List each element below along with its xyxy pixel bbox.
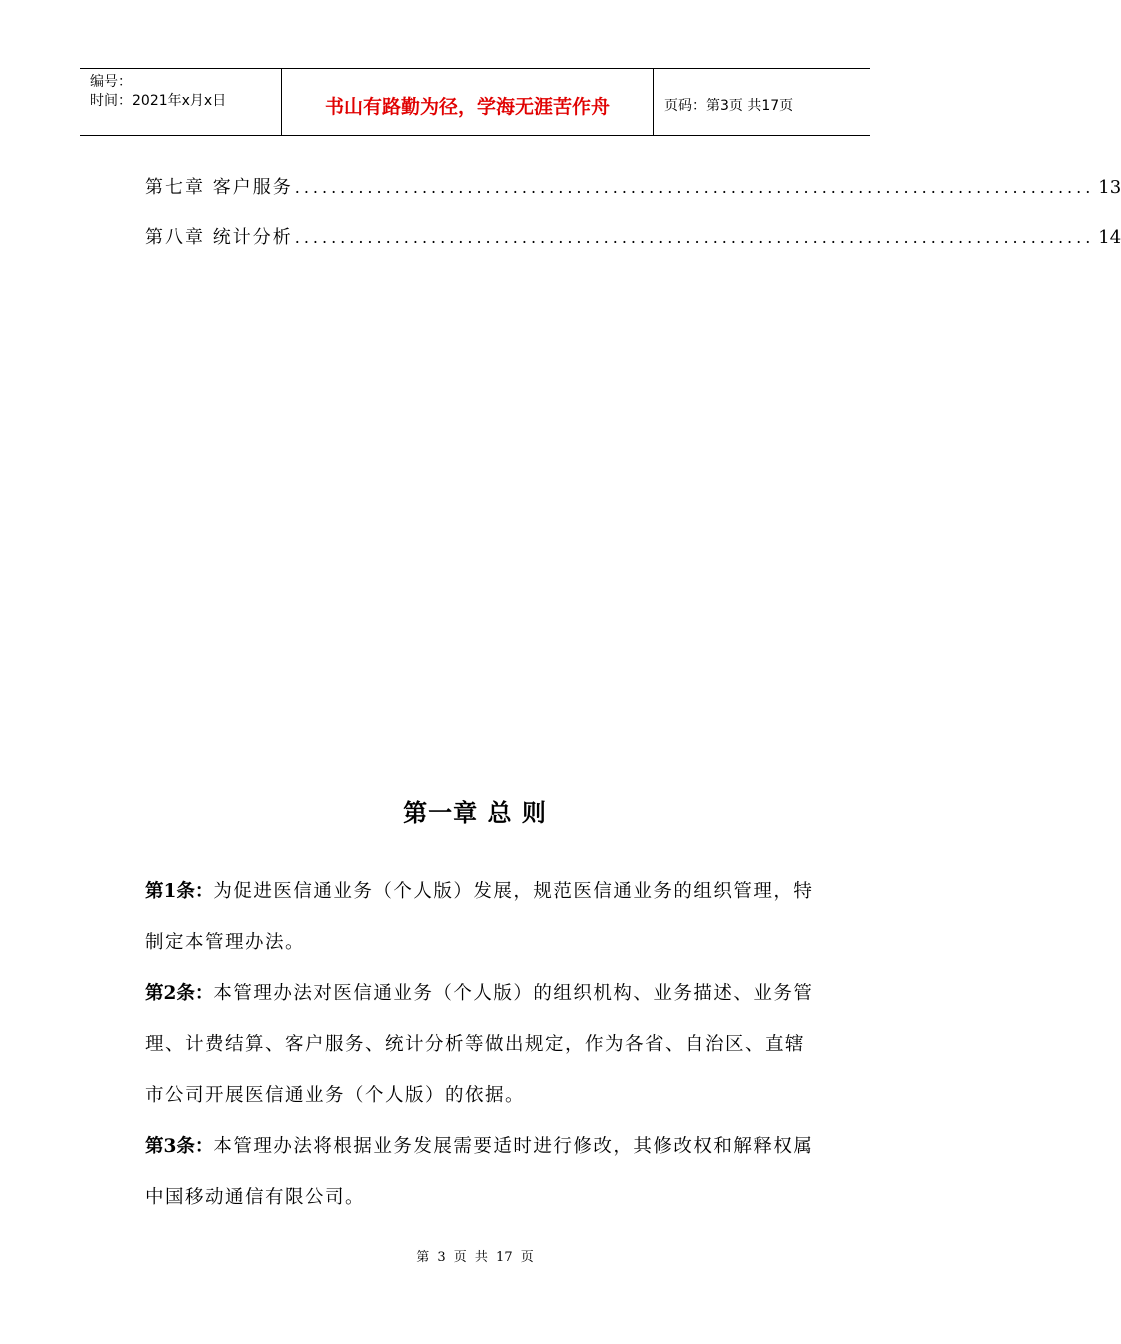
header-meta — [80, 69, 282, 135]
article-3 — [145, 1121, 815, 1223]
article-label: 第3条： — [145, 1136, 214, 1157]
toc-entry-page: 13 — [1098, 177, 1121, 198]
page-footer: 第 3 页 共 17 页 — [416, 1250, 534, 1265]
article-text: 为促进医信通业务（个人版）发展，规范医信通业务的组织管理，特制定本管理办法。 — [145, 881, 814, 953]
toc-leader-dots: ........................................................................................ — [294, 228, 1095, 247]
article-1 — [145, 866, 815, 968]
toc-leader-dots: ........................................................................................ — [294, 178, 1095, 197]
toc-entry-chapter-7[interactable] — [145, 173, 1121, 199]
article-text: 本管理办法对医信通业务（个人版）的组织机构、业务描述、业务管理、计费结算、客户服务、统计分析等做出规定，作为各省、自治区、直辖市公司开展医信通业务（个人版）的依据。 — [145, 983, 814, 1106]
toc-entry-chapter-8[interactable] — [145, 223, 1121, 249]
serial-label: 编号： — [90, 74, 132, 90]
article-label: 第1条： — [145, 881, 214, 902]
time-label: 时间：2021年x月x日 — [90, 93, 227, 109]
toc-entry-page: 14 — [1098, 227, 1121, 248]
article-text: 本管理办法将根据业务发展需要适时进行修改，其修改权和解释权属中国移动通信有限公司。 — [145, 1136, 814, 1208]
page-header — [80, 68, 870, 136]
header-motto: 书山有路勤为径，学海无涯苦作舟 — [282, 69, 654, 135]
toc-entry-title: 第七章 客户服务 — [145, 177, 293, 198]
article-2 — [145, 968, 815, 1121]
article-label: 第2条： — [145, 983, 214, 1004]
toc-entry-title: 第八章 统计分析 — [145, 227, 293, 248]
chapter-body — [145, 866, 815, 1223]
header-page-info: 页码：第3页 共17页 — [664, 98, 794, 114]
chapter-title: 第一章 总 则 — [403, 799, 547, 827]
